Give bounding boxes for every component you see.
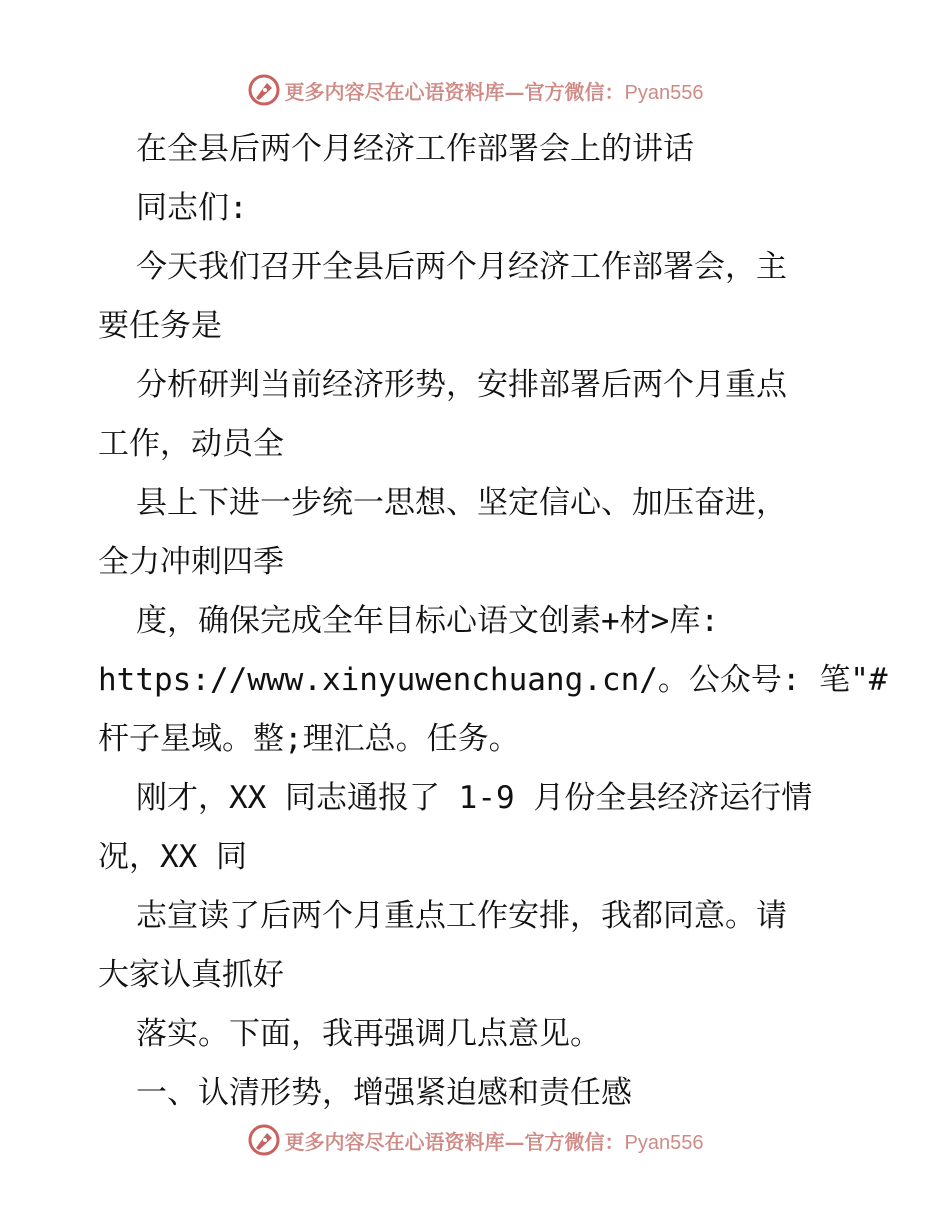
footer-watermark <box>0 1120 950 1160</box>
text-line: 志宣读了后两个月重点工作安排，我都同意。请 <box>136 898 787 934</box>
watermark-suffix: 官方微信： <box>524 79 625 104</box>
salutation: 同志们: <box>136 190 248 226</box>
text-line: 县上下进一步统一思想、坚定信心、加压奋进， <box>136 485 787 521</box>
document-body <box>98 120 888 1123</box>
header-watermark <box>0 70 950 110</box>
watermark-suffix: 官方微信： <box>524 1129 625 1154</box>
text-line: 大家认真抓好 <box>98 957 284 993</box>
watermark-prefix: 更多内容尽在心语资料库 <box>284 1129 505 1154</box>
pen-nib-logo-icon <box>247 1123 281 1157</box>
pen-nib-logo-icon <box>247 73 281 107</box>
watermark-account: Pyan556 <box>624 1131 704 1154</box>
text-line-url: https://www.xinyuwenchuang.cn/。公众号: 笔"# <box>98 662 888 698</box>
section-heading: 一、认清形势，增强紧迫感和责任感 <box>136 1075 632 1111</box>
text-line: 刚才，XX 同志通报了 1-9 月份全县经济运行情 <box>136 780 813 816</box>
watermark-prefix: 更多内容尽在心语资料库 <box>284 79 505 104</box>
text-line: 今天我们召开全县后两个月经济工作部署会，主 <box>136 249 787 285</box>
text-line: 杆子星域。整;理汇总。任务。 <box>98 721 520 757</box>
watermark-separator: — <box>504 1129 525 1154</box>
text-line: 要任务是 <box>98 308 222 344</box>
text-line: 度，确保完成全年目标心语文创素+材>库: <box>136 603 719 639</box>
document-title: 在全县后两个月经济工作部署会上的讲话 <box>136 131 694 167</box>
text-line: 分析研判当前经济形势，安排部署后两个月重点 <box>136 367 787 403</box>
text-line: 况，XX 同 <box>98 839 247 875</box>
text-line: 落实。下面，我再强调几点意见。 <box>136 1016 601 1052</box>
watermark-separator: — <box>504 79 525 104</box>
text-line: 工作，动员全 <box>98 426 284 462</box>
watermark-account: Pyan556 <box>624 81 704 104</box>
text-line: 全力冲刺四季 <box>98 544 284 580</box>
